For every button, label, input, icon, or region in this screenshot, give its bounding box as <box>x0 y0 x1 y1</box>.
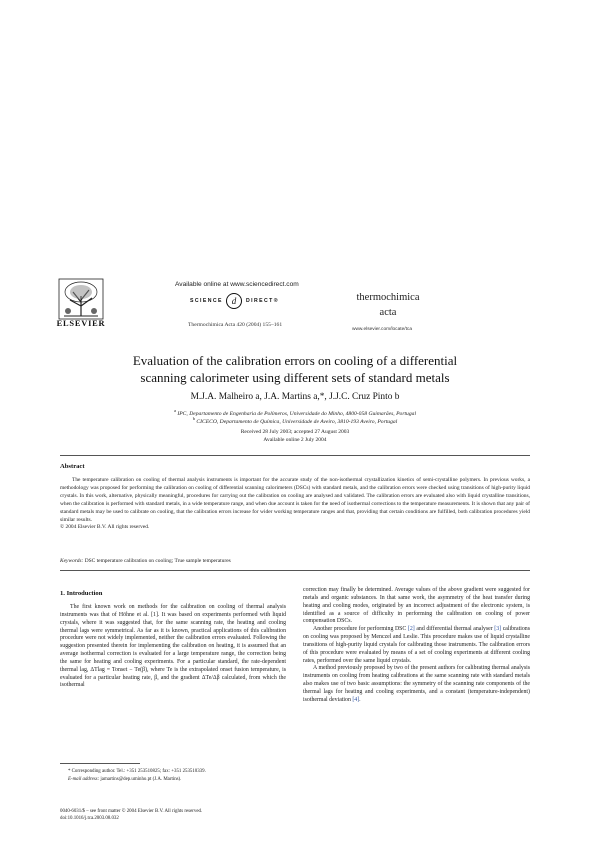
footnote-rule <box>60 763 140 764</box>
citation-link[interactable]: [2] <box>407 626 415 633</box>
affiliation-b-text: CICECO, Departamento de Química, Universidade de Aveiro, 3810-193 Aveiro, Portugal <box>196 418 398 425</box>
footnote-corresponding: * Corresponding author. Tel.: +351 253510825; fax: +351 253510339. <box>68 769 206 774</box>
left-column-text: The first known work on methods for the calibration on cooling of thermal analysis instruments was that of Höhne et al. [1]. It was based on experiments performed with liquid crystals, where it was suggested that, for the same scanning rate, the heating and cooling thermal lags were symmetrical. As far as it is known, practical applications of this calibration procedure were not widely implemented, neither the calibration errors evaluated. Following the suggestion presented therein for implementing the calibration on heating, it is assumed that an average isothermal correction is evaluated for a large temperature range, the correction being the same for heating and cooling experiments. For a particular standard, the rate-dependent thermal lag, ΔTlag = Tonset − Te(β), where Te is the extrapolated onset fusion temperature, is evaluated for a particular heating rate, β, and the gradient ΔTe/Δβ calculated, from which the isothermal <box>60 604 286 689</box>
divider-top <box>60 455 530 456</box>
affiliation-b <box>60 416 530 425</box>
email-link[interactable]: jamartins@dep.uminho.pt (J.A. Martins). <box>99 776 182 782</box>
issn-doi <box>60 808 300 823</box>
doi-link[interactable]: doi:10.1016/j.tca.2003.08.032 <box>60 816 119 822</box>
divider-bottom <box>60 570 530 571</box>
abstract-body <box>60 477 530 532</box>
keywords-list: DSC temperature calibration on cooling; True sample temperatures <box>83 558 231 564</box>
sciencedirect-at-icon: d <box>226 293 242 309</box>
received-date: Received 28 July 2003; accepted 27 August 2003 <box>240 429 350 435</box>
sciencedirect-left: SCIENCE <box>190 298 223 304</box>
abstract-text: The temperature calibration on cooling of thermal analysis instruments is important for the accurate study of the non-isothermal crystallization kinetics of semi-crystalline polymers. In previous works, a methodology was proposed for performing the calibration on cooling of differential scanning calorimeters (DSCs) with standard metals, and the calibration errors were checked using transitions of high-purity liquid crystals. In this work, alternative, physically meaningful, procedures for carrying out the calibration on cooling are analysed and validated. The calibration errors are evaluated also with liquid crystalline transitions, when the calibration is performed with standard metals, in a wide temperature range, and when due account is taken for the need of isothermal corrections to the temperature measurements. It is shown that any pair of standard metals may be used to calibrate on cooling, that the calibration errors increase for wider working temperature ranges and that, providing that certain conditions are fulfilled, both calibration procedures yield similar results. <box>60 477 530 523</box>
sciencedirect-logo[interactable] <box>190 294 310 310</box>
article-title-line1: Evaluation of the calibration errors on cooling of a differential <box>132 353 458 368</box>
keywords <box>60 558 530 564</box>
footnote <box>60 768 286 783</box>
available-date: Available online 2 July 2004 <box>263 437 327 443</box>
publisher-name: ELSEVIER <box>56 319 106 328</box>
abstract-copyright: © 2004 Elsevier B.V. All rights reserved. <box>60 524 150 531</box>
article-title <box>60 352 530 386</box>
issn-line: 0040-6031/$ – see front matter © 2004 Elsevier B.V. All rights reserved. <box>60 809 203 814</box>
citation-link[interactable]: [4] <box>352 696 360 703</box>
citation-link[interactable]: [3] <box>494 626 502 633</box>
journal-url-link[interactable]: www.elsevier.com/locate/tca <box>352 327 412 332</box>
journal-title-line2: acta <box>379 307 397 318</box>
author-list: M.J.A. Malheiro a, J.A. Martins a,*, J.J.C. Cruz Pinto b <box>190 392 400 402</box>
keywords-label: Keywords: <box>60 558 84 564</box>
journal-title <box>352 290 424 320</box>
article-title-line2: scanning calorimeter using different sets of standard metals <box>140 370 450 385</box>
right-paragraph-2: Another procedure for performing DSC [2] and differential thermal analyser [3] calibrations on cooling was proposed by Menczel and Leslie. This procedure makes use of liquid crystalline transitions of high-purity liquid crystals for calibrating those instruments. The calibration errors of this procedure were evaluated by means of a set of cooling experiments at different cooling rates, performed over the same liquid crystals. <box>303 626 530 664</box>
journal-reference: Thermochimica Acta 420 (2004) 155–161 <box>188 322 283 328</box>
affiliation-b-mark: b <box>192 416 195 421</box>
journal-title-line1: thermochimica <box>356 292 420 303</box>
right-paragraph-1: correction may finally be determined. Average values of the above gradient were suggested for metals and organic substances. In that same work, the asymmetry of the heat transfer during heating and cooling modes, originated by an incorrect adjustment of the electronic system, is identified as a source of difficulty in performing the calibration on cooling of power compensation DSCs. <box>303 587 530 625</box>
right-paragraph-3: A method previously proposed by two of the present authors for calibrating thermal analysis instruments on cooling from heating calibrations at the same scanning rate with standard metals also makes use of two basic assumptions: the symmetry of the scanning rate components of the thermal lags for heating and cooling experiments, and a constant (temperature-independent) isothermal deviation [4]. <box>303 665 530 703</box>
footnote-email: E-mail address: jamartins@dep.uminho.pt (J.A. Martins). <box>68 776 182 782</box>
affiliation-a-text: IPC, Departamento de Engenharia de Polímeros, Universidade do Minho, 4800-058 Guimarães, Portugal <box>177 410 416 417</box>
section-heading: 1. Introduction <box>60 590 103 597</box>
abstract-heading: Abstract <box>60 463 85 470</box>
right-column <box>303 587 530 705</box>
sciencedirect-right: DIRECT® <box>246 298 279 304</box>
available-online-text[interactable]: Available online at www.sciencedirect.com <box>175 281 299 288</box>
affiliation-a-mark: a <box>174 408 176 413</box>
